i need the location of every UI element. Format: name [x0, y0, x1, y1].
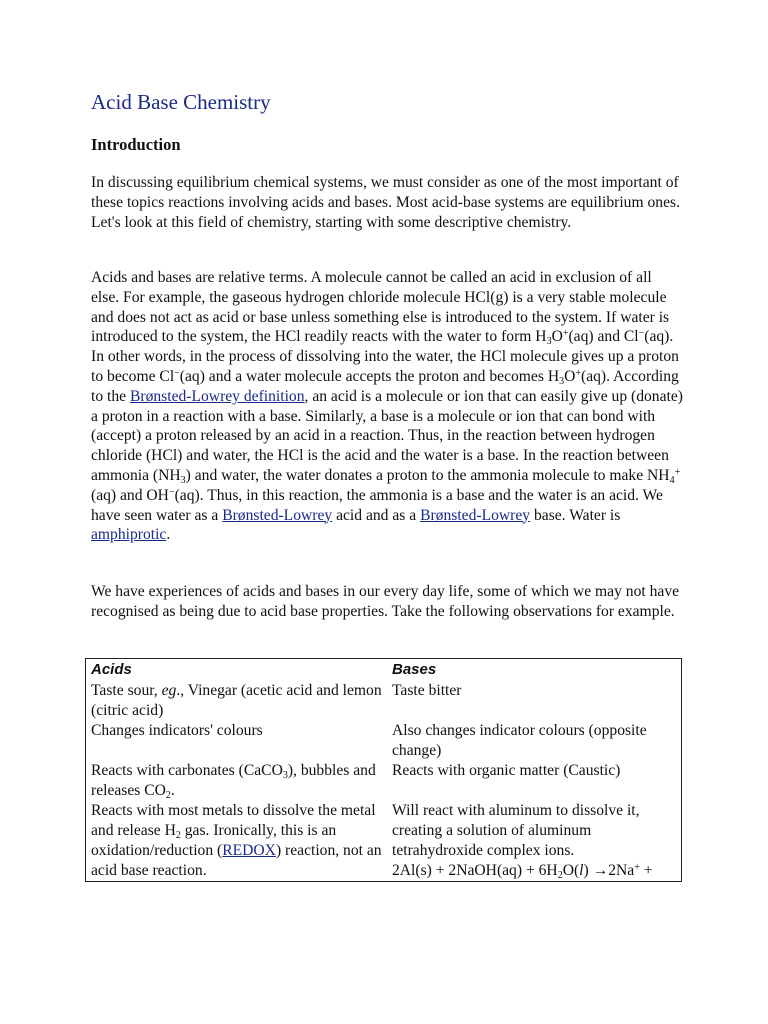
text-run: .: [170, 782, 175, 799]
text-run: base. Water is: [530, 506, 621, 524]
subscript: 2: [165, 790, 171, 801]
base-cell: [389, 801, 682, 882]
text-run: .: [166, 526, 171, 544]
acid-cell: [86, 801, 390, 882]
text-run: ) reaction, not an acid base reaction.: [91, 842, 382, 879]
superscript: +: [562, 328, 569, 340]
acids-bases-table: [85, 658, 682, 882]
bronsted-lowrey-link[interactable]: Brønsted-Lowrey: [222, 506, 333, 524]
superscript: +: [674, 466, 681, 478]
acid-cell: [86, 681, 390, 721]
relative-terms-paragraph: [91, 268, 683, 545]
subscript: 3: [559, 375, 565, 387]
text-run: Acids and bases are relative terms. A molecule cannot be called an acid in exclusion of all else. For example, the gaseous hydrogen chloride molecule HCl(g) is a very stable molecule and does not act as acid or base unless something else is introduced to the system. If water is introduced to the system, the HCl readily reacts with the water to form H: [91, 269, 670, 346]
acid-cell: [86, 761, 390, 801]
text-run: (aq) and Cl: [568, 328, 639, 346]
superscript: −: [168, 486, 175, 498]
subscript: 3: [546, 336, 552, 348]
text-run: , an acid is a molecule or ion that can easily give up (donate) a proton in a reaction with a base. Similarly, a base is a molecule or ion that can bond with (accept) a proton released by an acid in a reaction. Thus, in the reaction between hydrogen chloride (HCl) and water, the HCl is the acid and the water is a base. In the reaction between ammonia (NH: [91, 387, 683, 484]
text-run: acid and as a: [332, 506, 421, 524]
text-run: O: [564, 367, 576, 385]
intro-paragraph: In discussing equilibrium chemical systems, we must consider as one of the most important of these topics reactions involving acids and bases. Most acid-base systems are equilibrium ones. Let's look at this field of chemistry, starting with some descriptive chemistry.: [91, 174, 680, 231]
base-cell: Also changes indicator colours (opposite change): [392, 722, 647, 759]
text-run: Reacts with most metals to dissolve the metal and release H: [91, 802, 376, 839]
bronsted-lowrey-definition-link[interactable]: Brønsted-Lowrey definition: [129, 387, 305, 405]
text-run: ) and water, the water donates a proton to the ammonia molecule to make NH: [185, 466, 670, 484]
section-heading: Introduction: [91, 135, 181, 154]
table-row: [86, 721, 682, 761]
column-header-acids: Acids: [91, 661, 132, 678]
superscript: −: [638, 328, 645, 340]
table-row: [86, 681, 682, 721]
equation-run: +: [639, 862, 653, 879]
subscript: 4: [669, 474, 675, 486]
text-run: Reacts with carbonates (CaCO: [91, 762, 283, 779]
text-run: ), bubbles and releases CO: [91, 762, 376, 799]
text-run: Taste sour,: [91, 682, 162, 699]
base-cell: Taste bitter: [392, 682, 462, 699]
column-header-bases: Bases: [392, 661, 437, 678]
subscript: 3: [282, 770, 288, 781]
superscript: +: [575, 367, 581, 379]
italic-text: eg: [161, 682, 177, 699]
text-run: gas. Ironically, this is an oxidation/reduction (: [91, 822, 337, 859]
redox-link[interactable]: REDOX: [222, 842, 276, 859]
subscript: 2: [175, 830, 181, 841]
everyday-life-paragraph: We have experiences of acids and bases in our every day life, some of which we may not have recognised as being due to acid base properties. Take the following observations for example.: [91, 583, 680, 620]
italic-text: l: [579, 862, 584, 879]
acid-cell: Changes indicators' colours: [91, 722, 263, 739]
table-row: [86, 761, 682, 801]
document-page: [91, 88, 691, 620]
text-run: ., Vinegar (acetic acid and lemon (citric acid): [91, 682, 382, 719]
text-run: (aq). In other words, in the process of dissolving into the water, the HCl molecule gives up a proton to become Cl: [91, 328, 679, 385]
text-run: Will react with aluminum to dissolve it, creating a solution of aluminum tetrahydroxide complex ions.: [392, 802, 640, 859]
subscript: 2: [557, 870, 563, 881]
text-run: (aq) and OH: [91, 486, 169, 504]
amphiprotic-link[interactable]: amphiprotic: [91, 526, 167, 544]
text-run: (aq). According to the: [91, 367, 679, 405]
superscript: −: [174, 367, 180, 379]
text-run: (aq). Thus, in this reaction, the ammonia is a base and the water is an acid. We have seen water as a: [91, 486, 663, 524]
text-run: (aq) and a water molecule accepts the proton and becomes H: [179, 367, 560, 385]
page-title: Acid Base Chemistry: [91, 90, 271, 114]
subscript: 3: [180, 474, 186, 486]
table-row: [86, 801, 682, 882]
bronsted-lowrey-link[interactable]: Brønsted-Lowrey: [420, 506, 531, 524]
text-run: O: [551, 328, 563, 346]
table-header-row: [86, 659, 682, 682]
equation-run: O(: [562, 862, 580, 879]
superscript: +: [634, 862, 640, 873]
base-cell: Reacts with organic matter (Caustic): [392, 762, 621, 779]
equation-run: ) →2Na: [583, 862, 635, 879]
equation-run: 2Al(s) + 2NaOH(aq) + 6H: [392, 862, 558, 879]
